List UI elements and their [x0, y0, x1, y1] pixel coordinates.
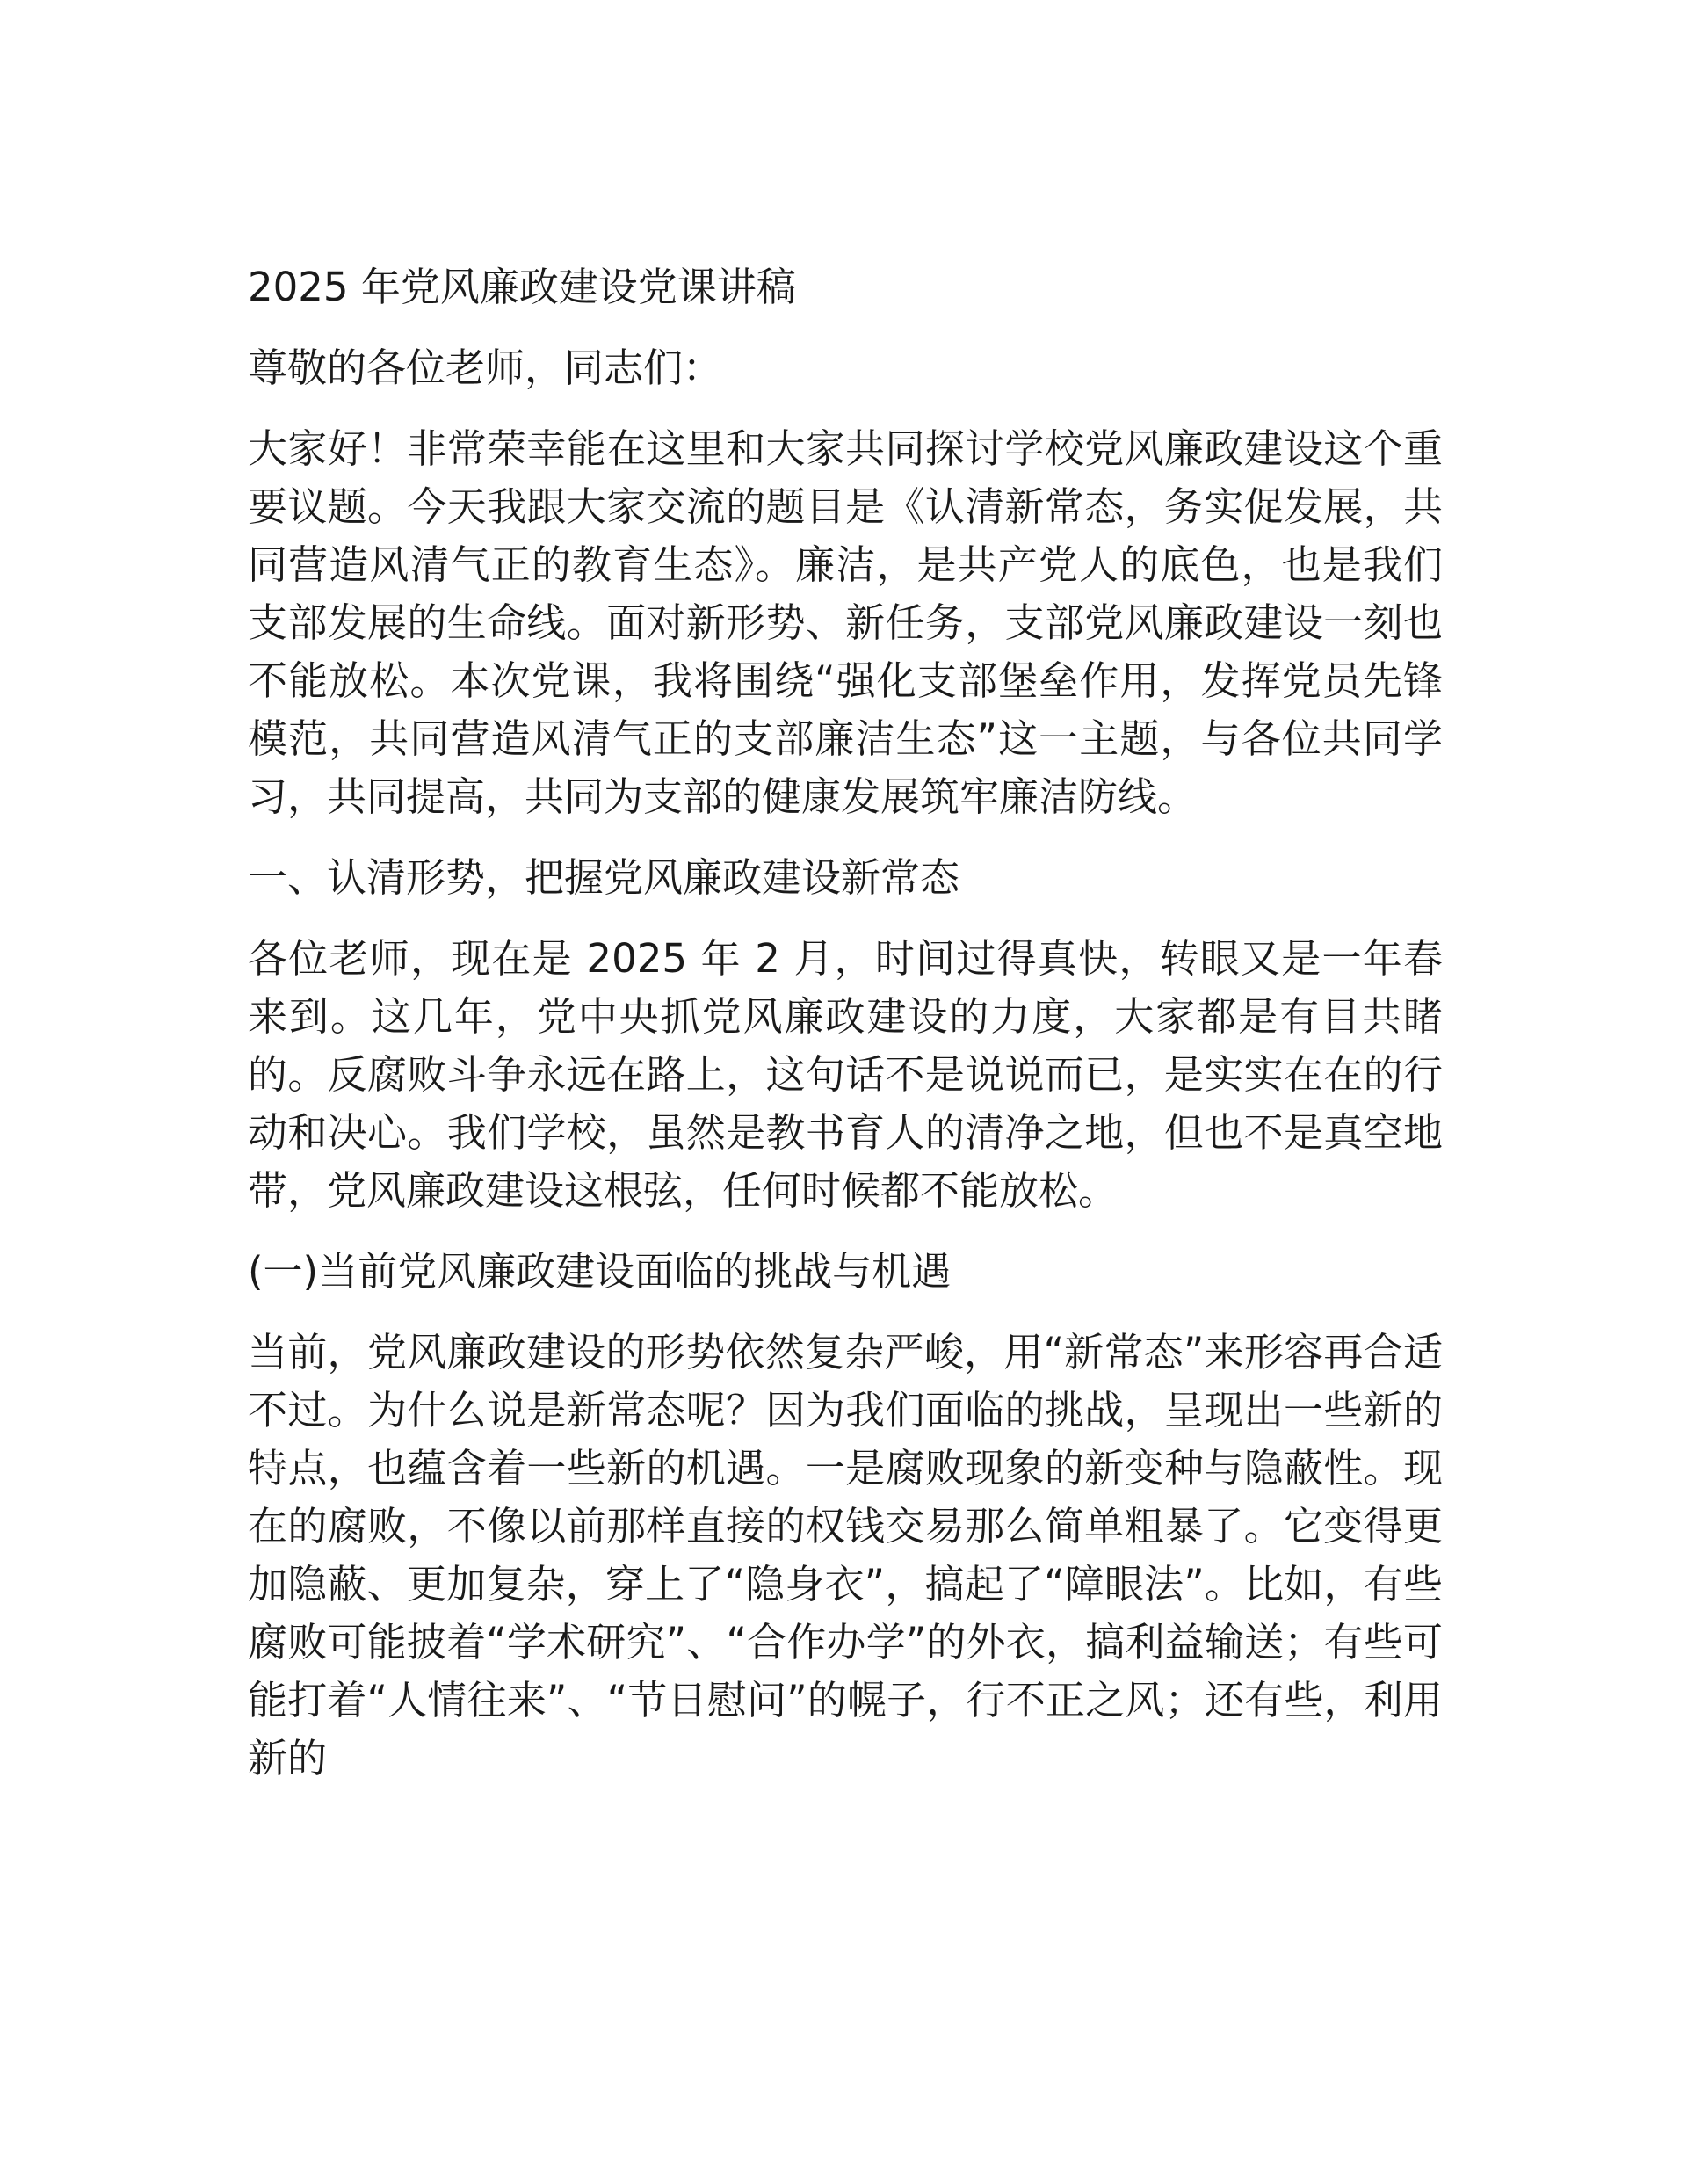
section-heading-1: 一、认清形势，把握党风廉政建设新常态	[248, 854, 960, 901]
paragraph-situation: 各位老师，现在是 2025 年 2 月，时间过得真快，转眼又是一年春来到。这几年，党中央抓党风廉政建设的力度，大家都是有目共睹的。反腐败斗争永远在路上，这句话不是说说而已，是实实在在的行动和决心。我们学校，虽然是教书育人的清净之地，但也不是真空地带，党风廉政建设这根弦，任何时候都不能放松。	[248, 935, 1443, 1214]
document-title: 2025 年党风廉政建设党课讲稿	[248, 264, 796, 310]
document-page	[248, 258, 1443, 1788]
salutation: 尊敬的各位老师，同志们：	[248, 345, 723, 391]
paragraph-challenges: 当前，党风廉政建设的形势依然复杂严峻，用“新常态”来形容再合适不过。为什么说是新常态呢？因为我们面临的挑战，呈现出一些新的特点，也蕴含着一些新的机遇。一是腐败现象的新变种与隐蔽性。现在的腐败，不像以前那样直接的权钱交易那么简单粗暴了。它变得更加隐蔽、更加复杂，穿上了“隐身衣”，搞起了“障眼法”。比如，有些腐败可能披着“学术研究”、“合作办学”的外衣，搞利益输送；有些可能打着“人情往来”、“节日慰问”的幌子，行不正之风；还有些，利用新的	[248, 1329, 1443, 1781]
paragraph-intro: 大家好！非常荣幸能在这里和大家共同探讨学校党风廉政建设这个重要议题。今天我跟大家交流的题目是《认清新常态，务实促发展，共同营造风清气正的教育生态》。廉洁，是共产党人的底色，也是我们支部发展的生命线。面对新形势、新任务，支部党风廉政建设一刻也不能放松。本次党课，我将围绕“强化支部堡垒作用，发挥党员先锋模范，共同营造风清气正的支部廉洁生态”这一主题，与各位共同学习，共同提高，共同为支部的健康发展筑牢廉洁防线。	[248, 425, 1443, 820]
subsection-heading-1: (一)当前党风廉政建设面临的挑战与机遇	[248, 1248, 952, 1295]
